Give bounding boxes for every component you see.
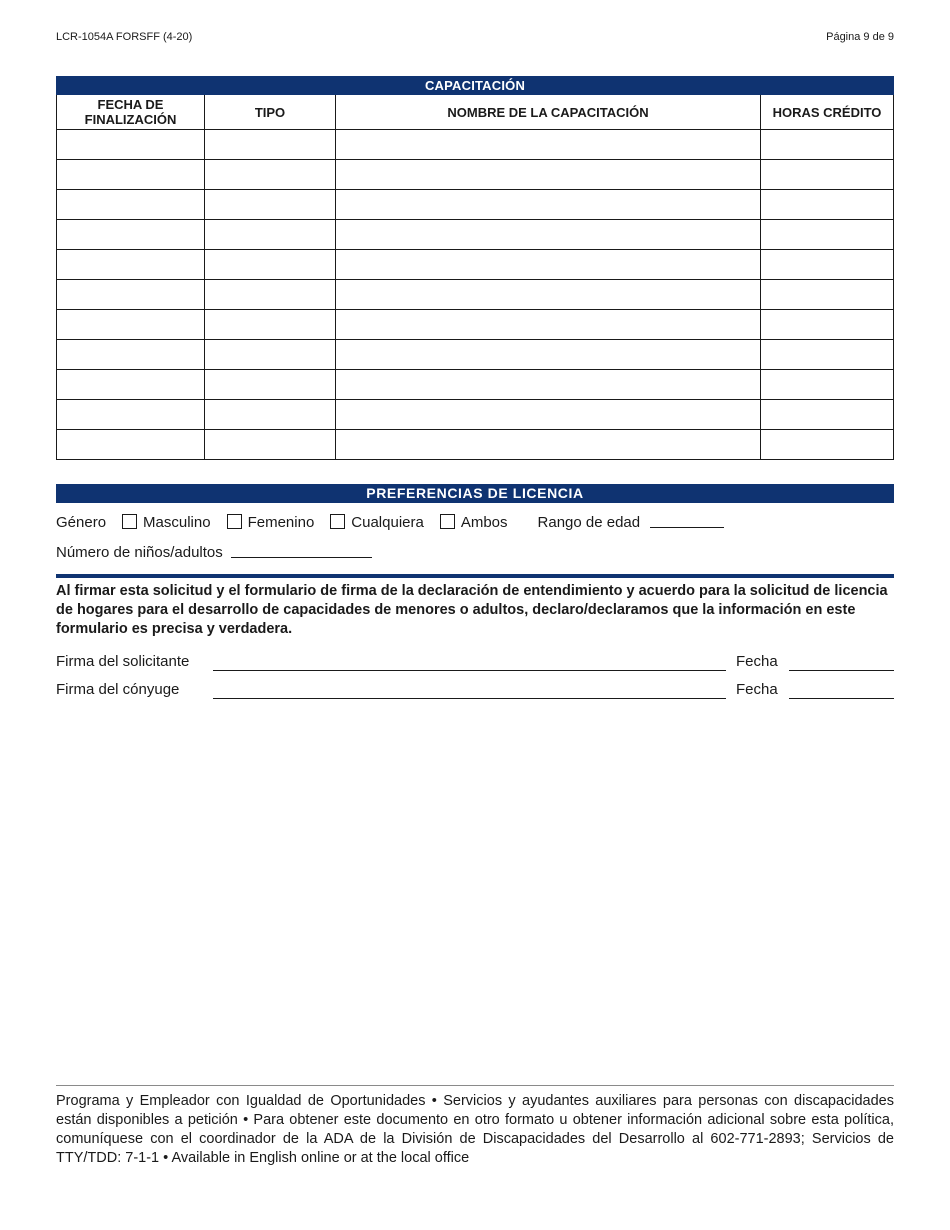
footer-divider bbox=[56, 1085, 894, 1086]
training-name-cell[interactable] bbox=[336, 190, 761, 220]
credit-hours-cell[interactable] bbox=[761, 310, 894, 340]
age-range-field[interactable] bbox=[650, 526, 724, 528]
credit-hours-cell[interactable] bbox=[761, 190, 894, 220]
gender-preference-row bbox=[56, 514, 724, 531]
type-cell[interactable] bbox=[205, 190, 336, 220]
credit-hours-cell[interactable] bbox=[761, 130, 894, 160]
training-table bbox=[56, 76, 894, 460]
column-header-credit-hours: HORAS CRÉDITO bbox=[761, 95, 894, 130]
completion-date-cell[interactable] bbox=[57, 280, 205, 310]
type-cell[interactable] bbox=[205, 250, 336, 280]
completion-date-cell[interactable] bbox=[57, 430, 205, 460]
table-row bbox=[57, 160, 894, 190]
spouse-date-field[interactable] bbox=[789, 698, 894, 699]
footer-text: Programa y Empleador con Igualdad de Oportunidades • Servicios y ayudantes auxiliares para personas con discapacidades están disponibles a petición • Para obtener este documento en otro formato u obtener información adicional sobre esta política, comuníquese con el coordinador de la ADA de la División de Discapacidades del Desarrollo al 602-771-2893; Servicios de TTY/TDD: 7-1-1 • Available in English online or at the local office bbox=[56, 1093, 894, 1166]
table-row bbox=[57, 130, 894, 160]
column-header-completion-date: FECHA DE FINALIZACIÓN bbox=[57, 95, 205, 130]
type-cell[interactable] bbox=[205, 370, 336, 400]
applicant-signature-row bbox=[56, 653, 894, 673]
option-label: Ambos bbox=[460, 514, 508, 531]
count-label: Número de niños/adultos bbox=[56, 544, 223, 561]
option-label: Femenino bbox=[247, 514, 315, 531]
credit-hours-cell[interactable] bbox=[761, 280, 894, 310]
checkbox-ambos[interactable] bbox=[440, 514, 455, 529]
training-name-cell[interactable] bbox=[336, 160, 761, 190]
credit-hours-cell[interactable] bbox=[761, 430, 894, 460]
training-table-title: CAPACITACIÓN bbox=[57, 77, 894, 95]
applicant-date-field[interactable] bbox=[789, 670, 894, 671]
type-cell[interactable] bbox=[205, 340, 336, 370]
applicant-signature-label: Firma del solicitante bbox=[56, 653, 190, 670]
column-header-training-name: NOMBRE DE LA CAPACITACIÓN bbox=[336, 95, 761, 130]
option-label: Cualquiera bbox=[351, 514, 424, 531]
credit-hours-cell[interactable] bbox=[761, 340, 894, 370]
type-cell[interactable] bbox=[205, 310, 336, 340]
option-label: Masculino bbox=[143, 514, 211, 531]
completion-date-cell[interactable] bbox=[57, 370, 205, 400]
column-header-type: TIPO bbox=[205, 95, 336, 130]
gender-option-ambos[interactable] bbox=[440, 514, 508, 531]
type-cell[interactable] bbox=[205, 280, 336, 310]
training-name-cell[interactable] bbox=[336, 400, 761, 430]
credit-hours-cell[interactable] bbox=[761, 370, 894, 400]
license-preferences-header: PREFERENCIAS DE LICENCIA bbox=[56, 484, 894, 503]
completion-date-cell[interactable] bbox=[57, 130, 205, 160]
completion-date-cell[interactable] bbox=[57, 310, 205, 340]
table-row bbox=[57, 280, 894, 310]
training-name-cell[interactable] bbox=[336, 310, 761, 340]
completion-date-cell[interactable] bbox=[57, 250, 205, 280]
applicant-signature-field[interactable] bbox=[213, 670, 726, 671]
section-divider bbox=[56, 574, 894, 578]
training-name-cell[interactable] bbox=[336, 280, 761, 310]
type-cell[interactable] bbox=[205, 220, 336, 250]
training-name-cell[interactable] bbox=[336, 220, 761, 250]
table-row bbox=[57, 250, 894, 280]
table-row bbox=[57, 190, 894, 220]
completion-date-cell[interactable] bbox=[57, 400, 205, 430]
type-cell[interactable] bbox=[205, 130, 336, 160]
training-name-cell[interactable] bbox=[336, 130, 761, 160]
type-cell[interactable] bbox=[205, 160, 336, 190]
checkbox-cualquiera[interactable] bbox=[330, 514, 345, 529]
page-number: Página 9 de 9 bbox=[826, 31, 894, 43]
completion-date-cell[interactable] bbox=[57, 190, 205, 220]
table-row bbox=[57, 370, 894, 400]
completion-date-cell[interactable] bbox=[57, 160, 205, 190]
training-name-cell[interactable] bbox=[336, 340, 761, 370]
training-name-cell[interactable] bbox=[336, 370, 761, 400]
applicant-date-label: Fecha bbox=[736, 653, 778, 670]
completion-date-cell[interactable] bbox=[57, 220, 205, 250]
credit-hours-cell[interactable] bbox=[761, 400, 894, 430]
credit-hours-cell[interactable] bbox=[761, 160, 894, 190]
gender-option-cualquiera[interactable] bbox=[330, 514, 424, 531]
table-row bbox=[57, 430, 894, 460]
gender-label: Género bbox=[56, 514, 107, 531]
spouse-signature-label: Firma del cónyuge bbox=[56, 681, 180, 698]
checkbox-masculino[interactable] bbox=[122, 514, 137, 529]
type-cell[interactable] bbox=[205, 400, 336, 430]
checkbox-femenino[interactable] bbox=[227, 514, 242, 529]
credit-hours-cell[interactable] bbox=[761, 250, 894, 280]
spouse-signature-field[interactable] bbox=[213, 698, 726, 699]
type-cell[interactable] bbox=[205, 430, 336, 460]
table-row bbox=[57, 340, 894, 370]
gender-option-masculino[interactable] bbox=[122, 514, 211, 531]
table-row bbox=[57, 400, 894, 430]
table-row bbox=[57, 220, 894, 250]
spouse-date-label: Fecha bbox=[736, 681, 778, 698]
gender-option-femenino[interactable] bbox=[227, 514, 315, 531]
completion-date-cell[interactable] bbox=[57, 340, 205, 370]
count-row bbox=[56, 544, 372, 561]
form-id: LCR-1054A FORSFF (4-20) bbox=[56, 31, 193, 43]
declaration-text: Al firmar esta solicitud y el formulario de firma de la declaración de entendimiento y acuerdo para la solicitud de licencia de hogares para el desarrollo de capacidades de menores o adultos, declaro/declaramos que la información en este formulario es precisa y verdadera. bbox=[56, 583, 888, 637]
training-name-cell[interactable] bbox=[336, 250, 761, 280]
credit-hours-cell[interactable] bbox=[761, 220, 894, 250]
count-field[interactable] bbox=[231, 556, 372, 558]
table-row bbox=[57, 310, 894, 340]
training-name-cell[interactable] bbox=[336, 430, 761, 460]
age-range-label: Rango de edad bbox=[537, 514, 641, 531]
spouse-signature-row bbox=[56, 681, 894, 701]
